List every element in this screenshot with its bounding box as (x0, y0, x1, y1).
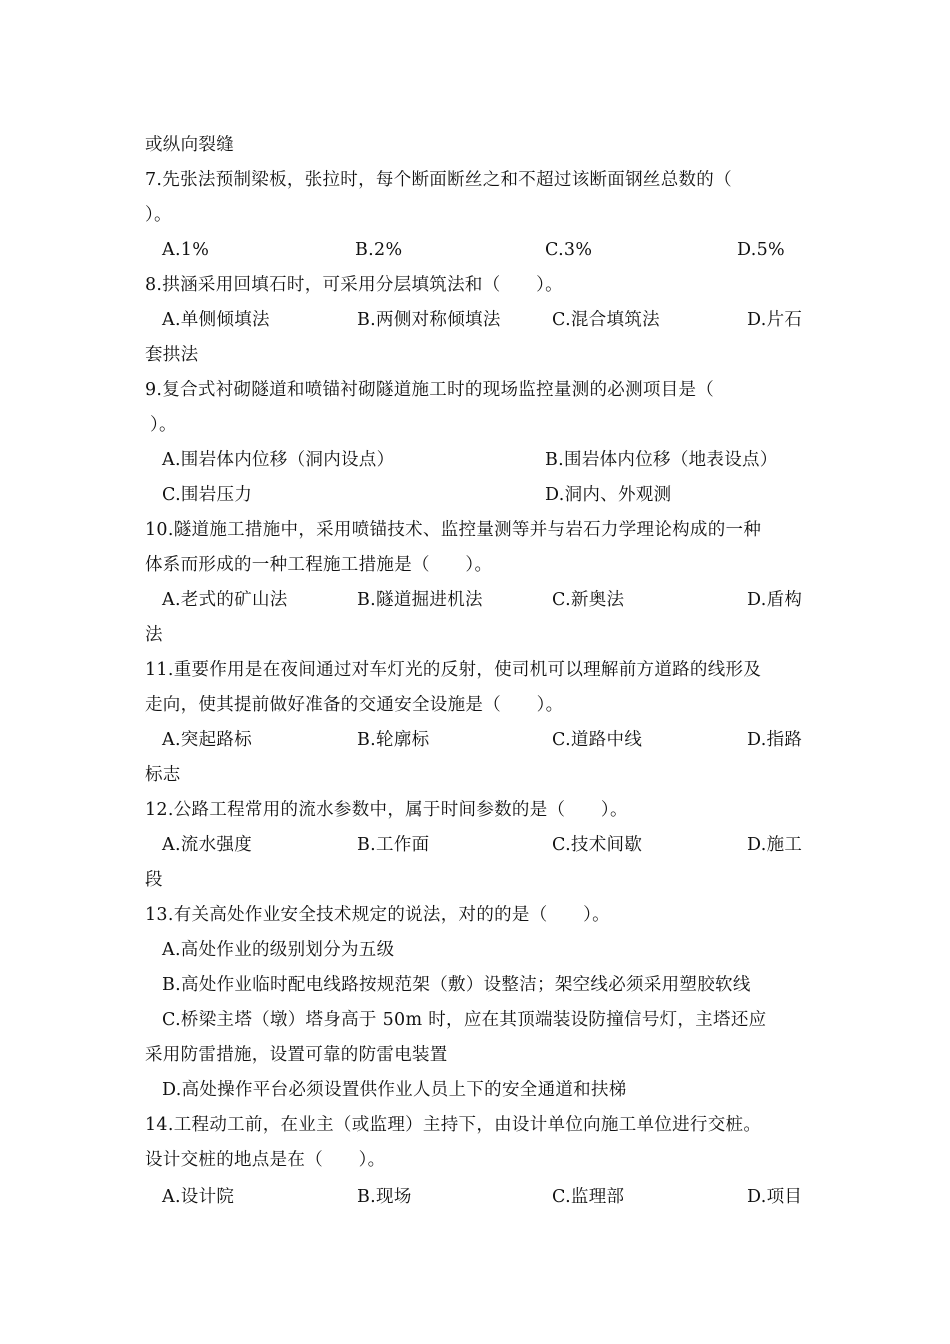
text-line: 采用防雷措施，设置可靠的防雷电装置 (145, 1045, 448, 1065)
option-b: B.围岩体内位移（地表设点） (545, 450, 778, 470)
option-b: B.2% (355, 240, 403, 260)
question-11: 11.重要作用是在夜间通过对车灯光的反射，使司机可以理解前方道路的线形及 (145, 660, 762, 680)
option-a: A.流水强度 (162, 835, 253, 855)
text-line: 体系而形成的一种工程施工措施是（ ）。 (145, 555, 493, 575)
option-c: C.道路中线 (552, 730, 643, 750)
option-d: D.项目 (747, 1187, 803, 1207)
text-line: 设计交桩的地点是在（ ）。 (145, 1150, 386, 1170)
option-c: C.监理部 (552, 1187, 625, 1207)
question-13: 13.有关高处作业安全技术规定的说法，对的的是（ ）。 (145, 905, 610, 925)
option-d: D.盾构 (747, 590, 803, 610)
option-d: D.5% (737, 240, 785, 260)
option-a: A.突起路标 (162, 730, 253, 750)
option-c: C.混合填筑法 (552, 310, 660, 330)
question-12: 12.公路工程常用的流水参数中，属于时间参数的是（ ）。 (145, 800, 628, 820)
text-line: 走向，使其提前做好准备的交通安全设施是（ ）。 (145, 695, 564, 715)
text-line: 段 (145, 870, 163, 890)
option-d: D.高处操作平台必须设置供作业人员上下的安全通道和扶梯 (162, 1080, 627, 1100)
option-d: D.片石 (747, 310, 803, 330)
question-7: 7.先张法预制梁板，张拉时，每个断面断丝之和不超过该断面钢丝总数的（ (145, 170, 732, 190)
option-b: B.两侧对称倾填法 (357, 310, 501, 330)
option-c: C.技术间歇 (552, 835, 643, 855)
option-d: D.施工 (747, 835, 803, 855)
option-c: C.3% (545, 240, 593, 260)
question-8: 8.拱涵采用回填石时，可采用分层填筑法和（ ）。 (145, 275, 563, 295)
text-line: 标志 (145, 765, 181, 785)
option-b: B.隧道掘进机法 (357, 590, 483, 610)
question-9: 9.复合式衬砌隧道和喷锚衬砌隧道施工时的现场监控量测的必测项目是（ (145, 380, 715, 400)
option-a: A.围岩体内位移（洞内设点） (162, 450, 395, 470)
question-14: 14.工程动工前，在业主（或监理）主持下，由设计单位向施工单位进行交桩。 (145, 1115, 762, 1135)
question-10: 10.隧道施工措施中，采用喷锚技术、监控量测等并与岩石力学理论构成的一种 (145, 520, 762, 540)
text-line: ）。 (150, 415, 177, 435)
option-c: C.新奥法 (552, 590, 625, 610)
text-line: ）。 (145, 205, 172, 225)
text-line: 法 (145, 625, 163, 645)
option-a: A.老式的矿山法 (162, 590, 288, 610)
option-a: A.单侧倾填法 (162, 310, 270, 330)
option-d: D.洞内、外观测 (545, 485, 672, 505)
option-b: B.高处作业临时配电线路按规范架（敷）设整洁；架空线必须采用塑胶软线 (162, 975, 751, 995)
option-b: B.现场 (357, 1187, 412, 1207)
option-c: C.围岩压力 (162, 485, 253, 505)
text-line: 或纵向裂缝 (145, 135, 234, 155)
option-a: A.设计院 (162, 1187, 235, 1207)
option-a: A.1% (162, 240, 210, 260)
text-line: 套拱法 (145, 345, 199, 365)
option-b: B.轮廓标 (357, 730, 430, 750)
option-a: A.高处作业的级别划分为五级 (162, 940, 395, 960)
option-c: C.桥梁主塔（墩）塔身高于 50m 时，应在其顶端装设防撞信号灯，主塔还应 (162, 1010, 767, 1030)
option-d: D.指路 (747, 730, 803, 750)
option-b: B.工作面 (357, 835, 430, 855)
